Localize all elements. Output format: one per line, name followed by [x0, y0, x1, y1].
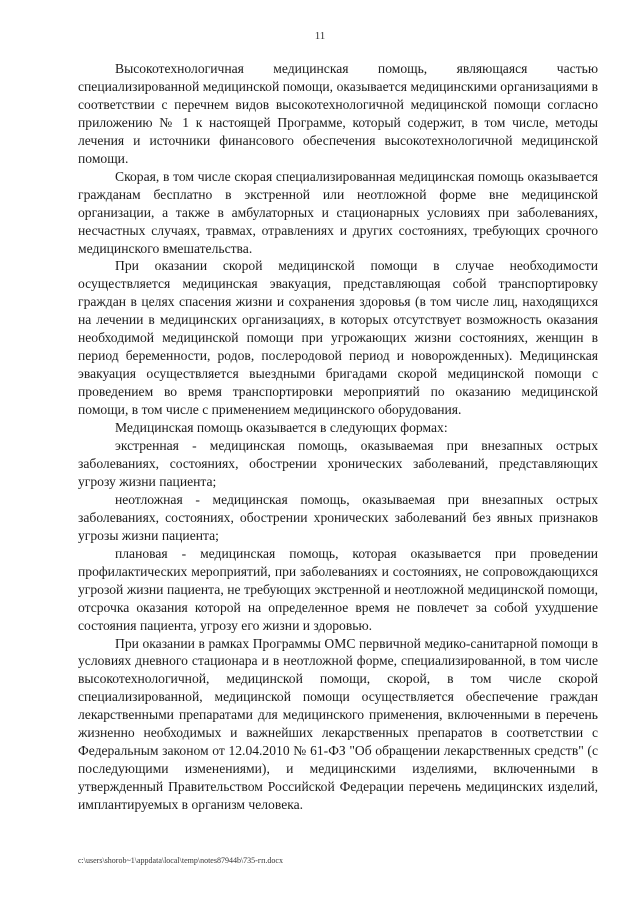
page-number: 11	[314, 30, 326, 42]
paragraph-form-urgent: неотложная - медицинская помощь, оказываемая при внезапных острых заболеваниях, состояниях, обострении хронических заболеваний без явных признаков угрозы жизни пациента;	[78, 491, 598, 543]
paragraph-form-emergency: экстренная - медицинская помощь, оказываемая при внезапных острых заболеваниях, состояниях, обострении хронических заболеваний, представляющих угрозу жизни пациента;	[78, 438, 598, 489]
paragraph-emergency-care: Скорая, в том числе скорая специализированная медицинская помощь оказывается гражданам бесплатно в экстренной или неотложной форме вне медицинской организации, а также в амбулаторных и стационарных условиях при заболеваниях, несчастных случаях, травмах, отравлениях и других состояниях, требующих срочного медицинского вмешательства.	[78, 168, 598, 256]
paragraph-forms-intro: Медицинская помощь оказывается в следующих формах:	[115, 420, 448, 436]
paragraph-form-planned: плановая - медицинская помощь, которая оказывается при проведении профилактических мероприятий, при заболеваниях и состояниях, не сопровождающихся угрозой жизни пациента, не требующих экстренной и неотложной медицинской помощи, отсрочка оказания которой на определенное время не повлечет за собой ухудшение состояния пациента, угрозу его жизни и здоровью.	[78, 545, 598, 633]
paragraph-high-tech-care: Высокотехнологичная медицинская помощь, являющаяся частью специализированной медицинской помощи, оказывается медицинскими организациями в соответствии с перечнем видов высокотехнологичной медицинской помощи согласно приложению № 1 к настоящей Программе, который содержит, в том числе, методы лечения и источники финансового обеспечения высокотехнологичной медицинской помощи.	[78, 61, 598, 166]
file-path-footer: c:\users\shorob~1\appdata\local\temp\notes87944b\735-гп.docx	[78, 856, 283, 865]
paragraph-drug-provision: При оказании в рамках Программы ОМС первичной медико-санитарной помощи в условиях дневного стационара и в неотложной форме, специализированной, в том числе высокотехнологичной, медицинской помощи, скорой, в том числе скорой специализированной, медицинской помощи осуществляется обеспечение граждан лекарственными препаратами для медицинского применения, включенными в перечень жизненно необходимых и важнейших лекарственных препаратов в соответствии с Федеральным законом от 12.04.2010 № 61-ФЗ "Об обращении лекарственных средств" (с последующими изменениями), и медицинскими изделиями, включенными в утвержденный Правительством Российской Федерации перечень медицинских изделий, имплантируемых в организм человека.	[78, 635, 598, 813]
paragraph-medical-evacuation: При оказании скорой медицинской помощи в случае необходимости осуществляется медицинская эвакуация, представляющая собой транспортировку граждан в целях спасения жизни и сохранения здоровья (в том числе лиц, находящихся на лечении в медицинских организациях, в которых отсутствует возможность оказания необходимой медицинской помощи при угрожающих жизни состояниях, женщин в период беременности, родов, послеродовой период и новорожденных). Медицинская эвакуация осуществляется выездными бригадами скорой медицинской помощи с проведением во время транспортировки мероприятий по оказанию медицинской помощи, в том числе с применением медицинского оборудования.	[78, 258, 598, 418]
document-body	[78, 60, 598, 814]
